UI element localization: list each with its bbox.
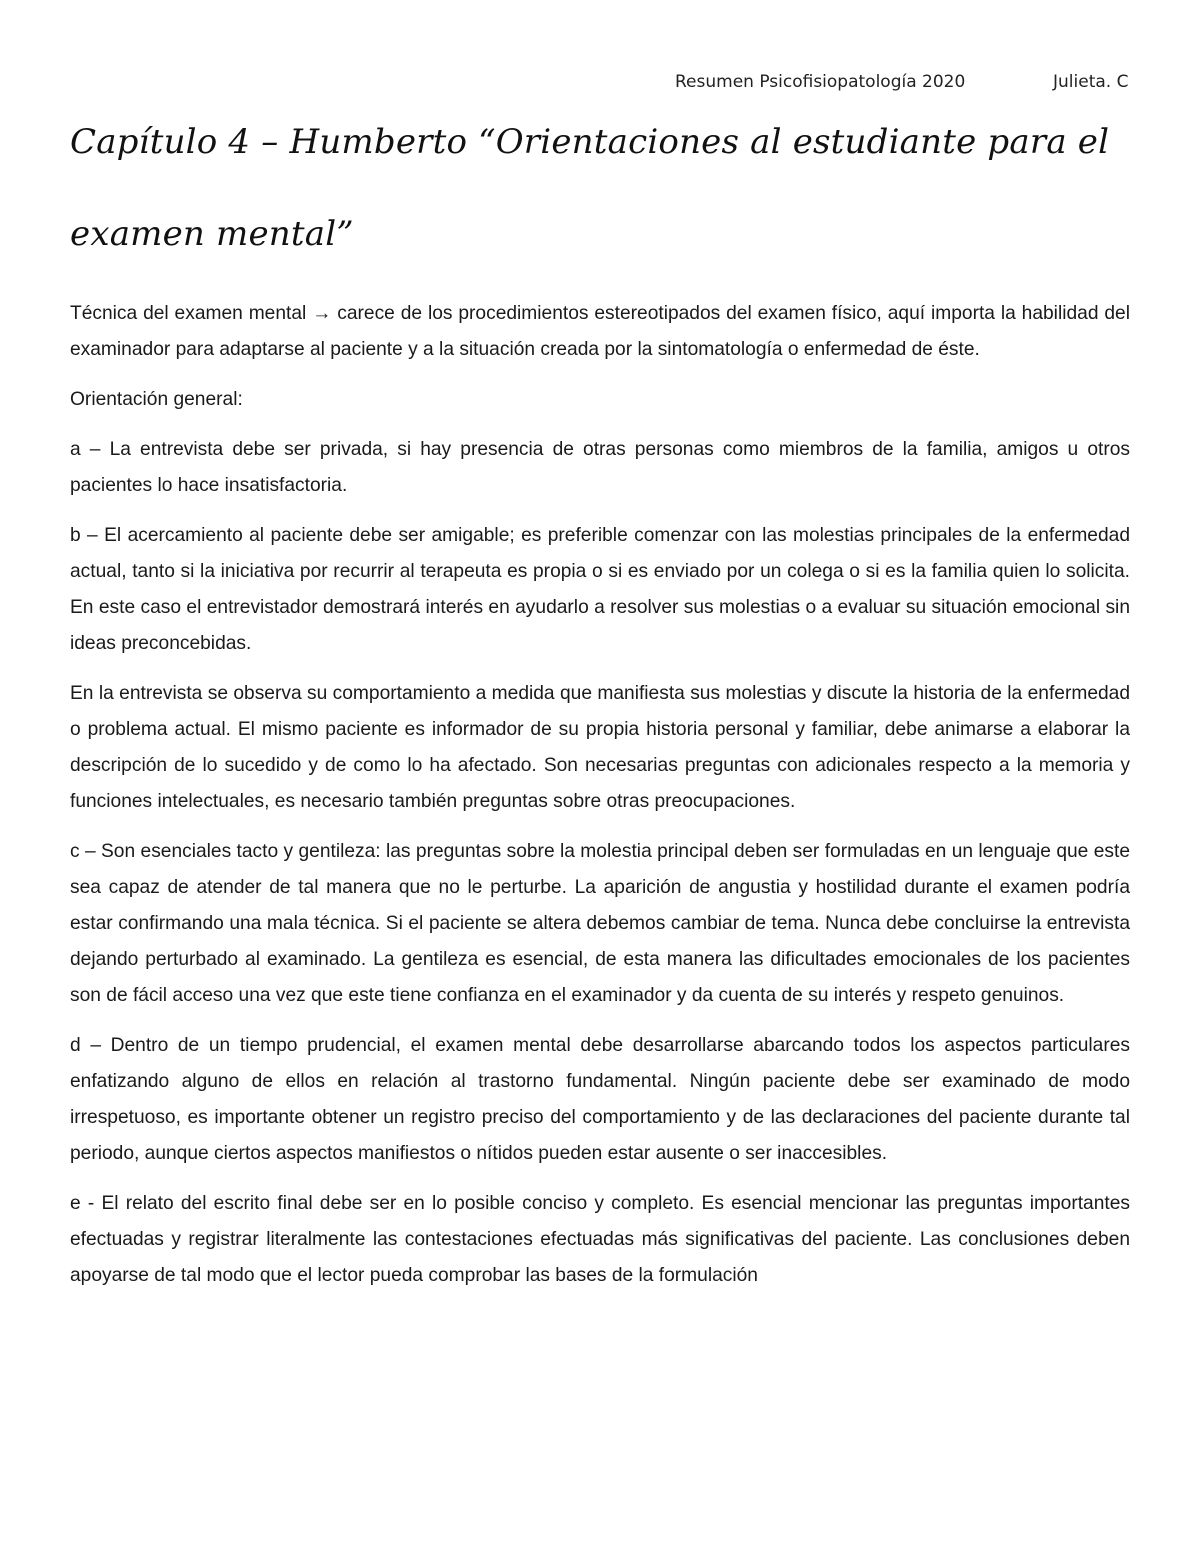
paragraph-e: e - El relato del escrito final debe ser en lo posible conciso y completo. Es esencial mencionar las preguntas importantes efectuadas y registrar literalmente las contestaciones efectuadas más significativas del paciente. Las conclusiones deben apoyarse de tal modo que el lector pueda comprobar las bases de la formulación (70, 1193, 1130, 1286)
intro-text: carece de los procedimientos estereotipados del examen físico, aquí importa la habilidad del examinador para adaptarse al paciente y a la situación creada por la sintomatología o enfermedad de éste. (70, 303, 1130, 360)
header-subject: Resumen Psicofisiopatología 2020 (675, 72, 966, 92)
paragraph-a: a – La entrevista debe ser privada, si hay presencia de otras personas como miembros de la familia, amigos u otros pacientes lo hace insatisfactoria. (70, 439, 1130, 496)
paragraph-d: d – Dentro de un tiempo prudencial, el examen mental debe desarrollarse abarcando todos los aspectos particulares enfatizando alguno de ellos en relación al trastorno fundamental. Ningún paciente debe ser examinado de modo irrespetuoso, es importante obtener un registro preciso del comportamiento y de las declaraciones del paciente durante tal periodo, aunque ciertos aspectos manifiestos o nítidos pueden estar ausente o ser inaccesibles. (70, 1035, 1130, 1164)
intro-paragraph (70, 296, 1130, 368)
section-heading: Orientación general: (70, 389, 243, 410)
header-author: Julieta. C (1053, 72, 1129, 92)
chapter-title: Capítulo 4 – Humberto “Orientaciones al estudiante para el examen mental” (70, 122, 1110, 254)
document-body (70, 296, 1130, 1308)
paragraph-c: c – Son esenciales tacto y gentileza: las preguntas sobre la molestia principal deben ser formuladas en un lenguaje que este sea capaz de atender de tal manera que no le perturbe. La aparición de angustia y hostilidad durante el examen podría estar confirmando una mala técnica. Si el paciente se altera debemos cambiar de tema. Nunca debe concluirse la entrevista dejando perturbado al examinado. La gentileza es esencial, de esta manera las dificultades emocionales de los pacientes son de fácil acceso una vez que este tiene confianza en el examinador y da cuenta de su interés y respeto genuinos. (70, 841, 1130, 1006)
paragraph-b: b – El acercamiento al paciente debe ser amigable; es preferible comenzar con las molestias principales de la enfermedad actual, tanto si la iniciativa por recurrir al terapeuta es propia o si es enviado por un colega o si es la familia quien lo solicita. En este caso el entrevistador demostrará interés en ayudarlo a resolver sus molestias o a evaluar su situación emocional sin ideas preconcebidas. (70, 525, 1130, 654)
paragraph-b-continued: En la entrevista se observa su comportamiento a medida que manifiesta sus molestias y discute la historia de la enfermedad o problema actual. El mismo paciente es informador de su propia historia personal y familiar, debe animarse a elaborar la descripción de lo sucedido y de como lo ha afectado. Son necesarias preguntas con adicionales respecto a la memoria y funciones intelectuales, es necesario también preguntas sobre otras preocupaciones. (70, 683, 1130, 812)
arrow-right-icon: → (312, 303, 332, 324)
page-header (0, 72, 1200, 98)
intro-term: Técnica del examen mental (70, 303, 307, 324)
